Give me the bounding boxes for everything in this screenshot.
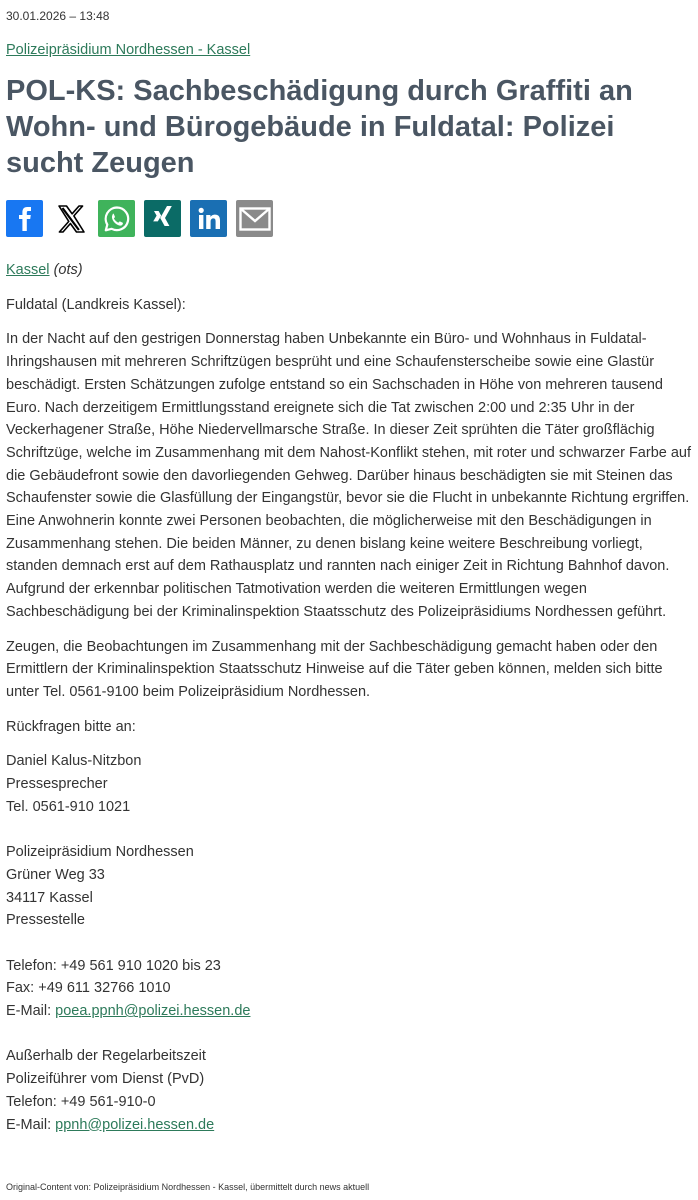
contact-email-label: E-Mail: <box>6 1003 56 1020</box>
article-body <box>6 259 696 1136</box>
headline: POL-KS: Sachbeschädigung durch Graffiti an Wohn- und Bürogebäude in Fuldatal: Polizei sucht Zeugen <box>6 75 633 179</box>
share-bar <box>6 200 273 237</box>
contact-fax: Fax: +49 611 32766 1010 <box>6 980 171 997</box>
publisher-link[interactable]: Polizeipräsidium Nordhessen - Kassel <box>6 42 251 58</box>
witness-paragraph: Zeugen, die Beobachtungen im Zusammenhang mit der Sachbeschädigung gemacht haben oder den Ermittlern der Kriminalinspektion Staatsschutz Hinweise auf die Täter geben können, melden sich bitte unter Tel. 0561-9100 beim Polizeipräsidium Nordhessen. <box>6 638 663 700</box>
original-content-note: Original-Content von: Polizeipräsidium Nordhessen - Kassel, übermittelt durch news aktuell <box>6 1182 370 1192</box>
share-linkedin-button[interactable] <box>190 200 227 237</box>
share-xing-button[interactable] <box>144 200 181 237</box>
main-paragraph: In der Nacht auf den gestrigen Donnerstag haben Unbekannte ein Büro- und Wohnhaus in Fuldatal-Ihringshausen mit mehreren Schriftzügen besprüht und eine Schaufensterscheibe sowie eine Glastür beschädigt. Ersten Schätzungen zufolge entstand so ein Sachschaden in Höhe von mehreren tausend Euro. Nach derzeitigem Ermittlungsstand ereignete sich die Tat zwischen 2:00 und 2:35 Uhr in der Veckerhagener Straße, Höhe Niedervellmarsche Straße. In dieser Zeit sprühten die Täter großflächig Schriftzüge, welche im Zusammenhang mit dem Nahost-Konflikt stehen, mit roter und schwarzer Farbe auf die Gebäudefront sowie den davorliegenden Gehweg. Darüber hinaus beschädigten sie mit Steinen das Schaufenster sowie die Glasfüllung der Eingangstür, bevor sie die Flucht in unbekannte Richtung ergriffen. Eine Anwohnerin konnte zwei Personen beobachten, die möglicherweise mit den Beschädigungen in Zusammenhang stehen. Die beiden Männer, zu denen bislang keine weitere Beschreibung vorliegt, standen demnach erst auf dem Rathausplatz und rannten nach einiger Zeit in Richtung Bahnhof davon. Aufgrund der erkennbar politischen Tatmotivation werden die weiteren Ermittlungen wegen Sachbeschädigung bei der Kriminalinspektion Staatsschutz des Polizeipräsidiums Nordhessen geführt. <box>6 331 692 620</box>
source-tag: (ots) <box>53 262 83 278</box>
contact-email-link[interactable]: poea.ppnh@polizei.hessen.de <box>55 1003 251 1020</box>
mail-icon <box>239 207 271 231</box>
contact-phone: Tel. 0561-910 1021 <box>6 798 131 815</box>
facebook-icon <box>15 207 35 231</box>
dateline <box>6 259 696 282</box>
contact-block <box>6 750 696 1136</box>
pvd-email-label: E-Mail: <box>6 1116 56 1133</box>
contact-dept: Pressestelle <box>6 912 85 929</box>
pvd-email-line <box>6 1114 696 1137</box>
x-icon <box>56 204 86 234</box>
xing-icon <box>150 205 176 233</box>
linkedin-icon <box>196 206 222 232</box>
pvd-phone: Telefon: +49 561-910-0 <box>6 1093 156 1110</box>
contact-city: 34117 Kassel <box>6 889 93 906</box>
share-mail-button[interactable] <box>236 200 273 237</box>
contact-role: Pressesprecher <box>6 776 108 793</box>
share-whatsapp-button[interactable] <box>98 200 135 237</box>
contact-org: Polizeipräsidium Nordhessen <box>6 844 194 861</box>
questions-heading: Rückfragen bitte an: <box>6 718 136 735</box>
whatsapp-icon <box>102 204 132 234</box>
publish-datetime: 30.01.2026 – 13:48 <box>6 9 110 23</box>
contact-email-line <box>6 1000 696 1023</box>
contact-street: Grüner Weg 33 <box>6 866 105 883</box>
contact-name: Daniel Kalus-Nitzbon <box>6 753 142 770</box>
share-x-button[interactable] <box>52 200 89 237</box>
intro-paragraph: Fuldatal (Landkreis Kassel): <box>6 296 186 313</box>
after-hours-heading: Außerhalb der Regelarbeitszeit <box>6 1048 206 1065</box>
pvd-title: Polizeiführer vom Dienst (PvD) <box>6 1071 205 1088</box>
location-link[interactable]: Kassel <box>6 262 50 278</box>
share-facebook-button[interactable] <box>6 200 43 237</box>
contact-telefon: Telefon: +49 561 910 1020 bis 23 <box>6 957 221 974</box>
pvd-email-link[interactable]: ppnh@polizei.hessen.de <box>55 1116 215 1133</box>
